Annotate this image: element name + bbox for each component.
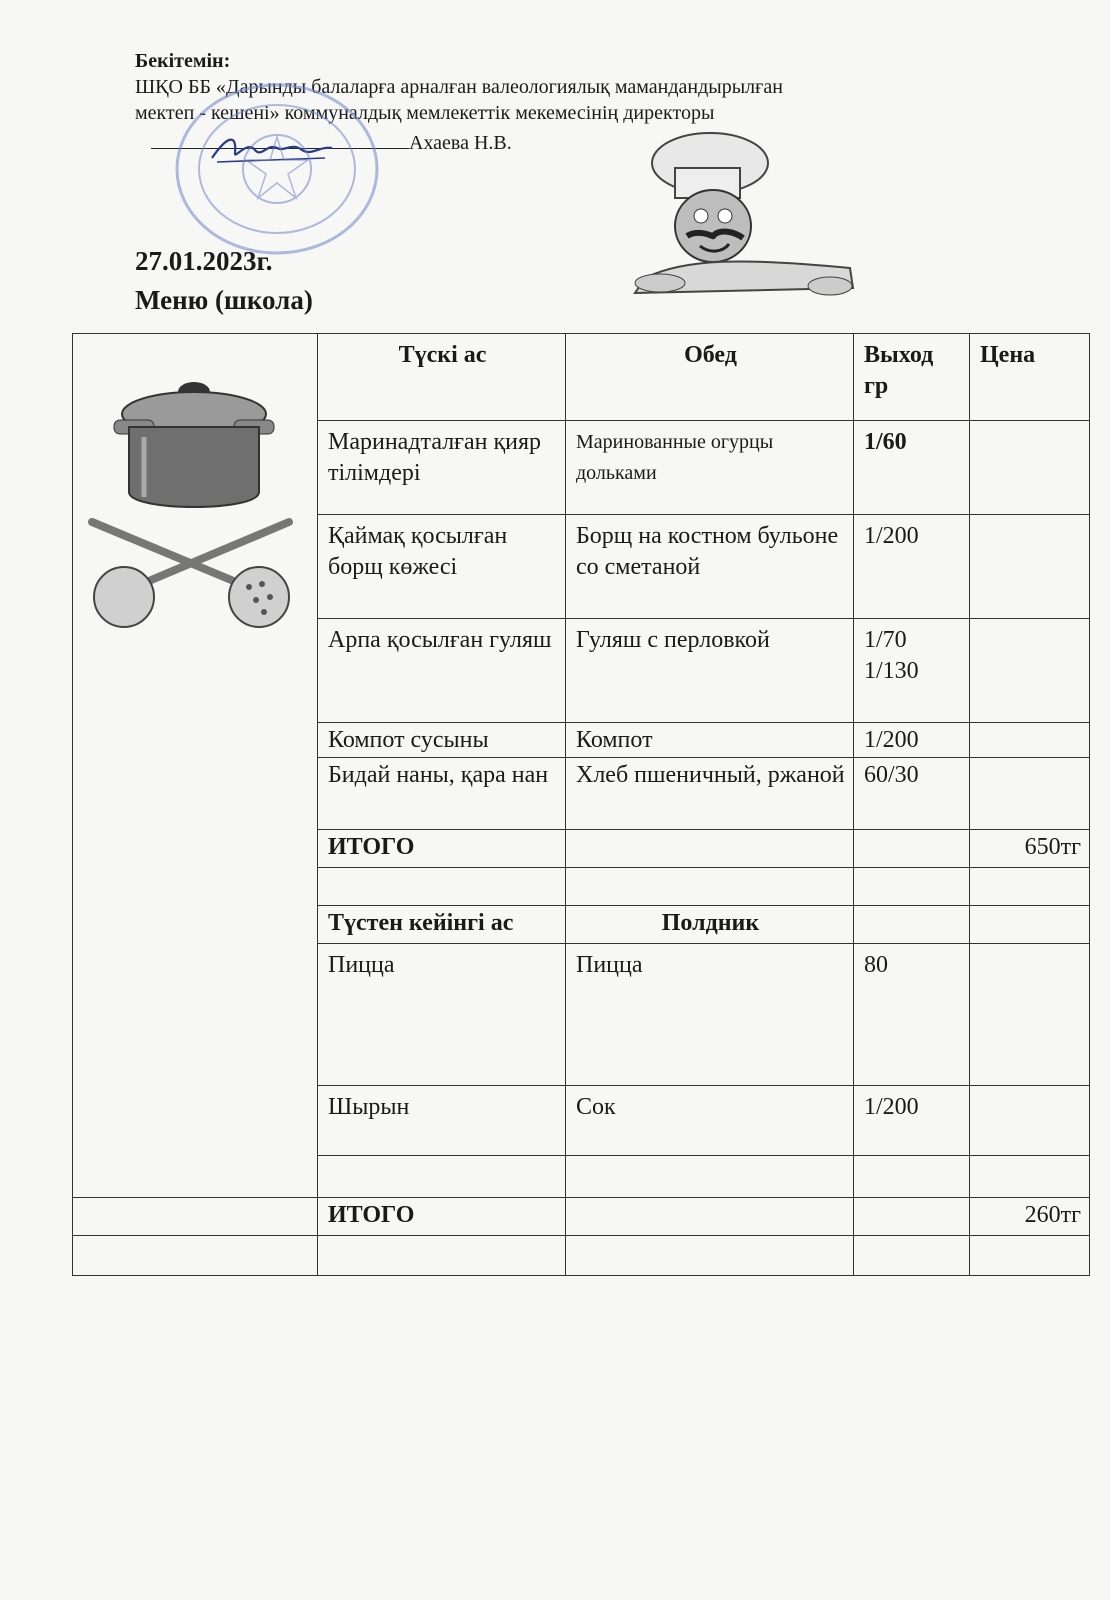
dish-kz: Шырын bbox=[318, 1086, 566, 1156]
dish-ru: Компот bbox=[566, 723, 854, 758]
dish-ru: Маринованные огурцы дольками bbox=[566, 421, 854, 515]
snack-total-price: 260тг bbox=[970, 1198, 1090, 1236]
empty-cell bbox=[566, 1156, 854, 1198]
dish-yield: 60/30 bbox=[854, 758, 970, 830]
dish-price bbox=[970, 758, 1090, 830]
dish-price bbox=[970, 1086, 1090, 1156]
dish-price bbox=[970, 515, 1090, 619]
empty-cell bbox=[566, 1198, 854, 1236]
empty-cell bbox=[854, 868, 970, 906]
empty-cell bbox=[970, 906, 1090, 944]
dish-kz: Арпа қосылған гуляш bbox=[318, 619, 566, 723]
empty-cell bbox=[854, 1198, 970, 1236]
lunch-total-label: ИТОГО bbox=[318, 830, 566, 868]
empty-cell bbox=[970, 868, 1090, 906]
dish-kz: Қаймақ қосылған борщ көжесі bbox=[318, 515, 566, 619]
empty-cell bbox=[854, 1236, 970, 1276]
dish-kz: Компот сусыны bbox=[318, 723, 566, 758]
empty-cell bbox=[854, 1156, 970, 1198]
snack-header-kz: Түстен кейінгі ас bbox=[318, 906, 566, 944]
dish-ru: Хлеб пшеничный, ржаной bbox=[566, 758, 854, 830]
organization-line-2: мектеп - кешені» коммуналдық мемлекеттік мекемесінің директоры bbox=[135, 102, 715, 124]
dish-kz: Бидай наны, қара нан bbox=[318, 758, 566, 830]
official-stamp bbox=[172, 82, 382, 257]
menu-title: Меню (школа) bbox=[135, 285, 313, 315]
empty-cell bbox=[854, 830, 970, 868]
menu-date: 27.01.2023г. bbox=[135, 246, 273, 276]
dish-ru: Гуляш с перловкой bbox=[566, 619, 854, 723]
pot-and-ladles-illustration bbox=[84, 372, 299, 632]
lunch-total-price: 650тг bbox=[970, 830, 1090, 868]
empty-cell bbox=[318, 1236, 566, 1276]
header-price: Цена bbox=[970, 334, 1090, 421]
snack-header-ru: Полдник bbox=[566, 906, 854, 944]
chef-illustration bbox=[625, 128, 875, 306]
empty-cell bbox=[970, 1156, 1090, 1198]
header-yield: Выход гр bbox=[854, 334, 970, 421]
empty-cell bbox=[318, 868, 566, 906]
dish-yield: 1/200 bbox=[854, 1086, 970, 1156]
director-name: Ахаева Н.В. bbox=[409, 132, 512, 154]
dish-ru: Борщ на костном бульоне со сметаной bbox=[566, 515, 854, 619]
dish-ru: Сок bbox=[566, 1086, 854, 1156]
empty-cell bbox=[318, 1156, 566, 1198]
dish-ru: Пицца bbox=[566, 944, 854, 1086]
dish-kz: Маринадталған қияр тілімдері bbox=[318, 421, 566, 515]
empty-cell bbox=[970, 1236, 1090, 1276]
empty-cell bbox=[854, 906, 970, 944]
snack-total-row bbox=[73, 1198, 1090, 1236]
dish-price bbox=[970, 619, 1090, 723]
empty-cell bbox=[566, 868, 854, 906]
empty-cell bbox=[73, 1236, 318, 1276]
header-kz: Түскі ас bbox=[318, 334, 566, 421]
empty-cell bbox=[566, 830, 854, 868]
dish-price bbox=[970, 944, 1090, 1086]
organization-line-1: ШҚО ББ «Дарынды балаларға арналған валеологиялық мамандандырылған bbox=[135, 76, 783, 98]
empty-row bbox=[73, 1236, 1090, 1276]
dish-yield: 1/200 bbox=[854, 723, 970, 758]
dish-yield: 80 bbox=[854, 944, 970, 1086]
dish-price bbox=[970, 421, 1090, 515]
empty-cell bbox=[566, 1236, 854, 1276]
dish-price bbox=[970, 723, 1090, 758]
dish-kz: Пицца bbox=[318, 944, 566, 1086]
empty-cell bbox=[73, 1198, 318, 1236]
dish-yield: 1/60 bbox=[854, 421, 970, 515]
dish-yield: 1/70 1/130 bbox=[854, 619, 970, 723]
dish-yield: 1/200 bbox=[854, 515, 970, 619]
approve-label: Бекітемін: bbox=[135, 50, 231, 72]
snack-total-label: ИТОГО bbox=[318, 1198, 566, 1236]
header-ru: Обед bbox=[566, 334, 854, 421]
